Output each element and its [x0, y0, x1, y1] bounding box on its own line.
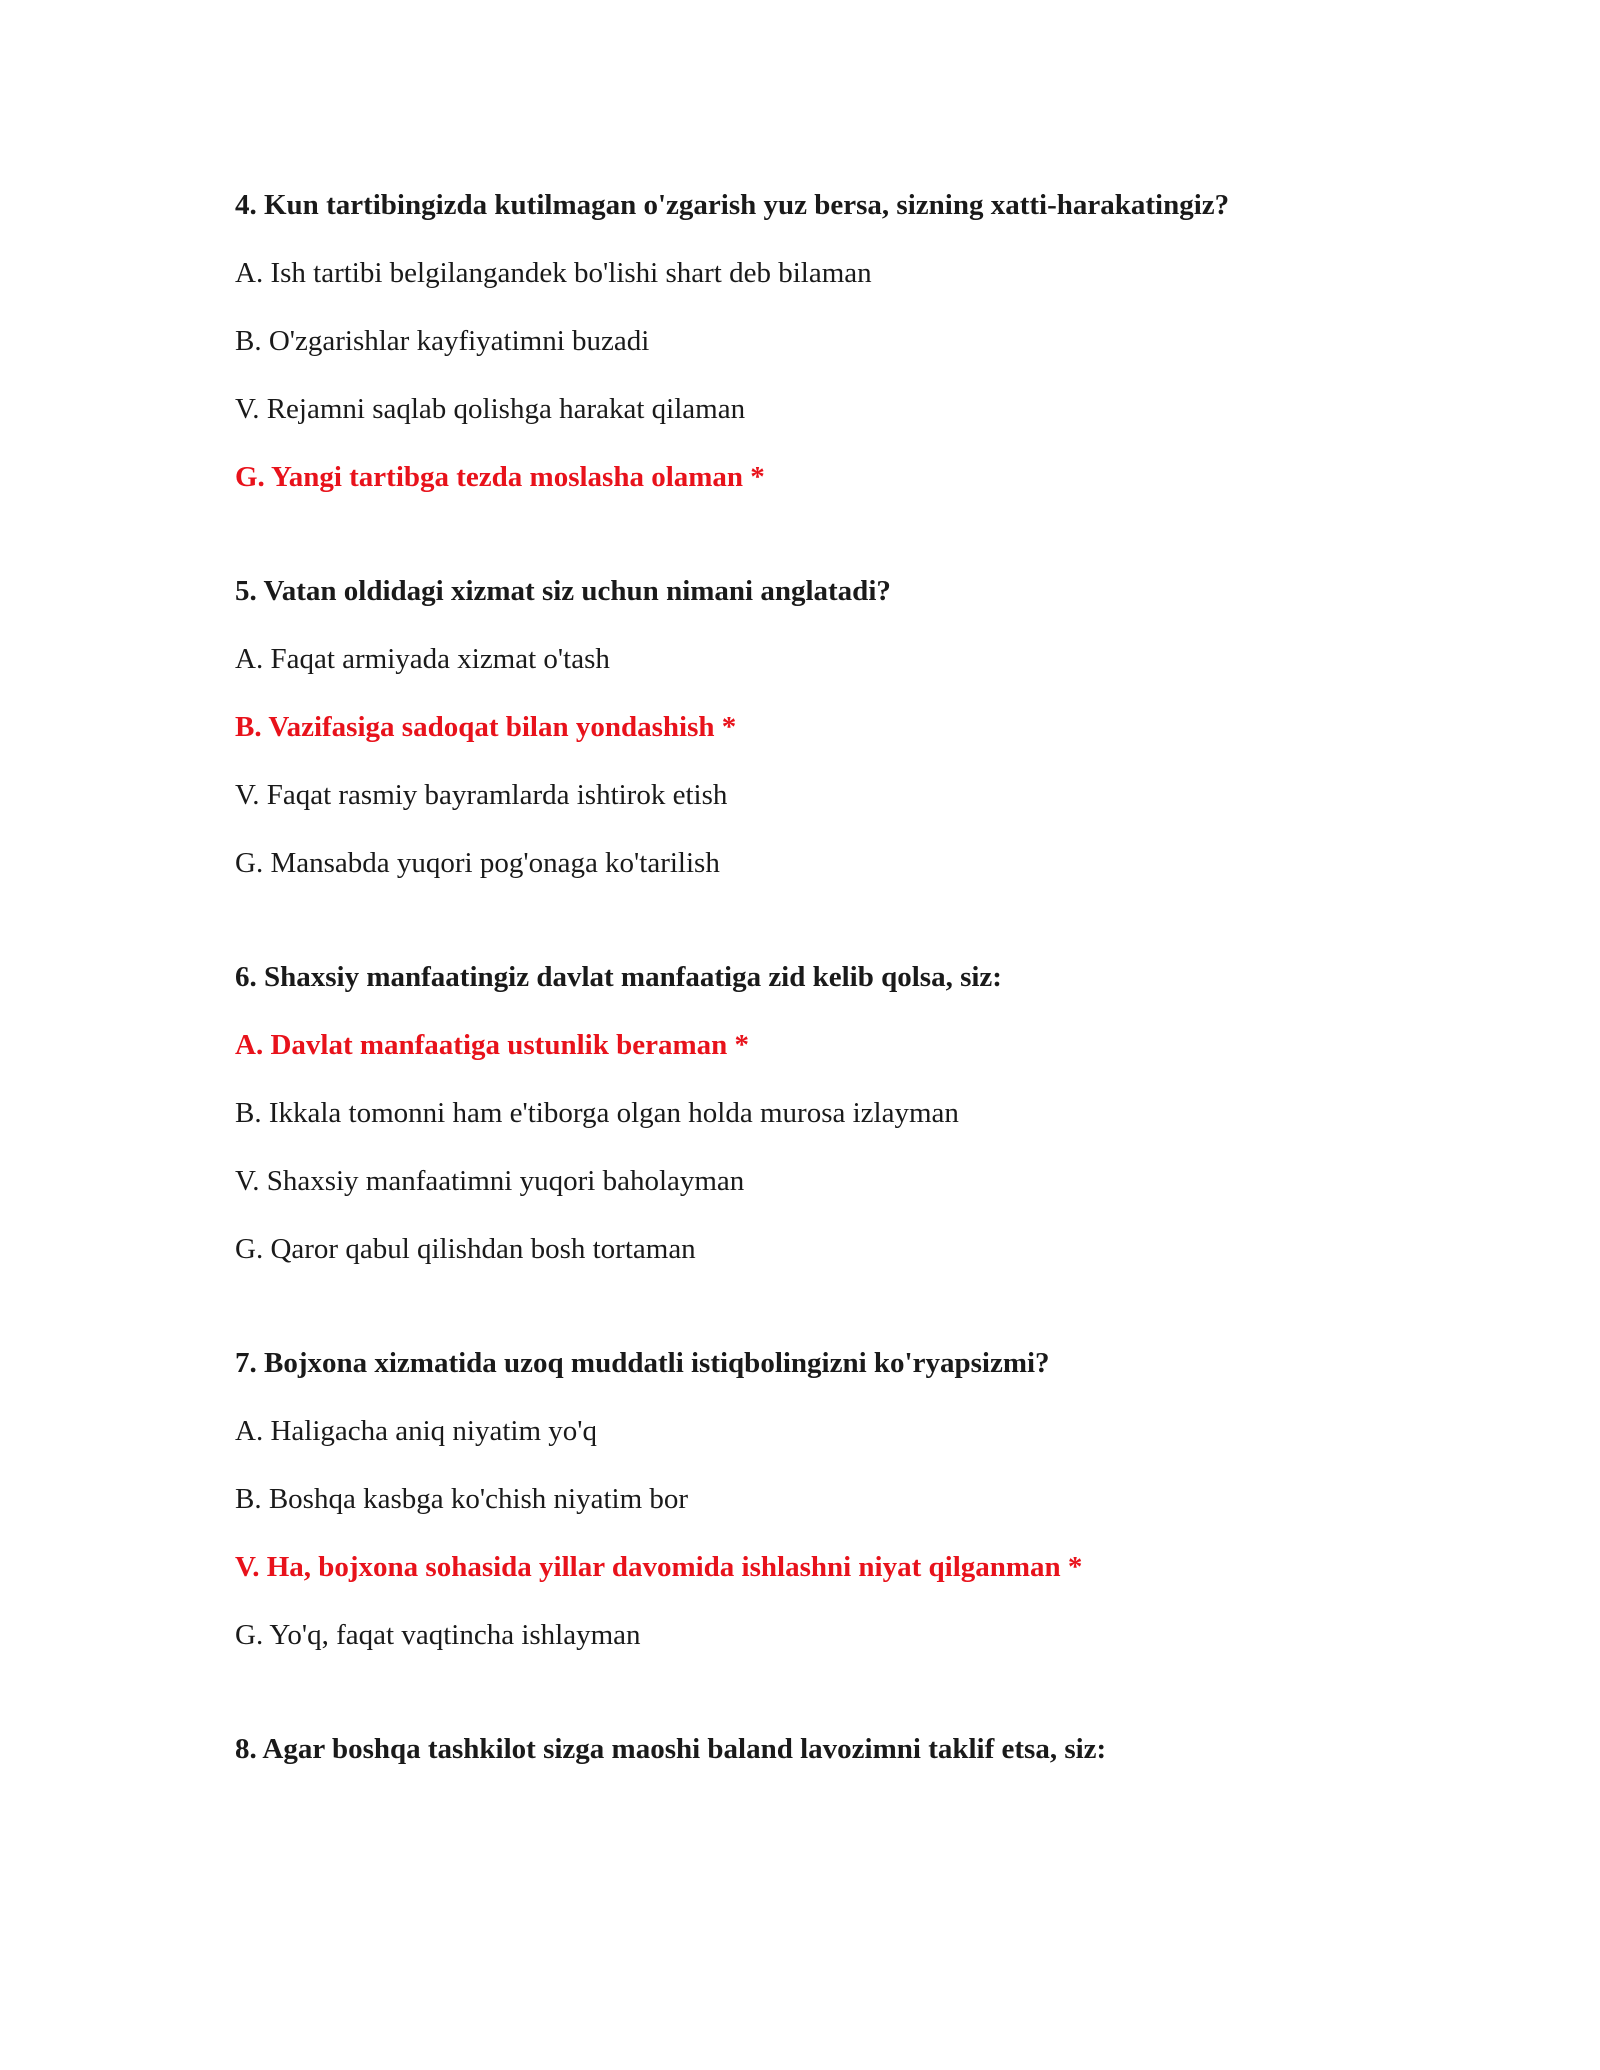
question-title: 7. Bojxona xizmatida uzoq muddatli istiqbolingizni ko'ryapsizmi? [235, 1347, 1050, 1379]
question-title: 6. Shaxsiy manfaatingiz davlat manfaatiga zid kelib qolsa, siz: [235, 961, 1002, 993]
question-block-8 [235, 1732, 1485, 1766]
answer-option-b: B. Ikkala tomonni ham e'tiborga olgan holda murosa izlayman [235, 1097, 959, 1129]
answer-option-a: A. Faqat armiyada xizmat o'tash [235, 643, 610, 675]
question-title: 5. Vatan oldidagi xizmat siz uchun nimani anglatadi? [235, 575, 891, 607]
answer-option-g: G. Mansabda yuqori pog'onaga ko'tarilish [235, 847, 720, 879]
answer-option-b: B. O'zgarishlar kayfiyatimni buzadi [235, 325, 650, 357]
answer-option-g: G. Qaror qabul qilishdan bosh tortaman [235, 1233, 696, 1265]
questionnaire [235, 188, 1485, 1846]
question-title: 4. Kun tartibingizda kutilmagan o'zgarish yuz bersa, sizning xatti-harakatingiz? [235, 189, 1230, 221]
correct-answer-option-g: G. Yangi tartibga tezda moslasha olaman * [235, 461, 765, 493]
answer-option-a: A. Ish tartibi belgilangandek bo'lishi shart deb bilaman [235, 257, 872, 289]
question-block-4 [235, 188, 1485, 494]
answer-option-g: G. Yo'q, faqat vaqtincha ishlayman [235, 1619, 641, 1651]
correct-answer-option-b: B. Vazifasiga sadoqat bilan yondashish * [235, 711, 737, 743]
question-block-6 [235, 960, 1485, 1266]
answer-option-a: A. Haligacha aniq niyatim yo'q [235, 1415, 597, 1447]
answer-option-v: V. Shaxsiy manfaatimni yuqori baholayman [235, 1165, 745, 1197]
correct-answer-option-a: A. Davlat manfaatiga ustunlik beraman * [235, 1029, 749, 1061]
answer-option-b: B. Boshqa kasbga ko'chish niyatim bor [235, 1483, 689, 1515]
question-block-7 [235, 1346, 1485, 1652]
question-block-5 [235, 574, 1485, 880]
answer-option-v: V. Rejamni saqlab qolishga harakat qilaman [235, 393, 746, 425]
question-title: 8. Agar boshqa tashkilot sizga maoshi baland lavozimni taklif etsa, siz: [235, 1733, 1107, 1765]
correct-answer-option-v: V. Ha, bojxona sohasida yillar davomida ishlashni niyat qilganman * [235, 1551, 1083, 1583]
answer-option-v: V. Faqat rasmiy bayramlarda ishtirok etish [235, 779, 728, 811]
